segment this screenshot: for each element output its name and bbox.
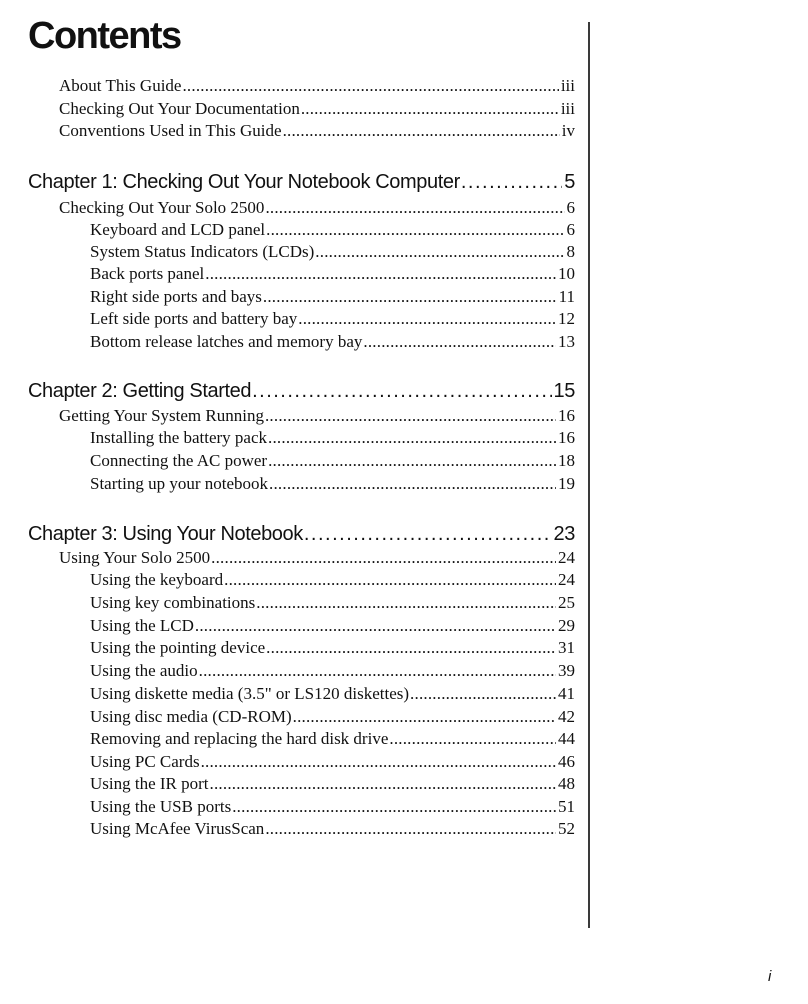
toc-entry-page: 6 [566,198,575,217]
toc-chapter-label: Chapter 1: Checking Out Your Notebook Computer [28,171,460,193]
toc-entry-page: iii [560,76,575,95]
toc-entry-page: 46 [558,752,575,771]
toc-chapter-page: 5 [564,171,575,193]
toc-entry[interactable] [90,660,575,682]
toc-chapter-label: Chapter 3: Using Your Notebook [28,523,303,545]
toc-entry[interactable] [59,98,575,120]
toc-chapter-2[interactable] [28,378,575,404]
toc-entry-page: 6 [566,220,575,239]
toc-entry-label: Installing the battery pack [90,428,268,447]
toc-section[interactable] [59,197,575,219]
toc-entry-label: Checking Out Your Solo 2500 [59,198,265,217]
toc-entry-page: 42 [558,707,575,726]
toc-entry-page: 24 [558,570,575,589]
toc-entry[interactable] [90,331,575,353]
toc-section[interactable] [59,547,575,569]
toc-entry-label: Checking Out Your Documentation [59,99,300,118]
toc-entry[interactable] [90,263,575,285]
toc-entry-label: About This Guide [59,76,182,95]
toc-entry-label: Bottom release latches and memory bay [90,332,363,351]
toc-entry-page: 51 [558,797,575,816]
toc-entry-label: Removing and replacing the hard disk drive [90,729,389,748]
toc-entry-label: Using the pointing device [90,638,266,657]
toc-entry-page: 11 [558,287,575,306]
toc-entry-label: Using Your Solo 2500 [59,548,211,567]
toc-entry-page: 24 [558,548,575,567]
toc-entry-page: 10 [558,264,575,283]
toc-entry-page: 48 [558,774,575,793]
page-title: Contents [28,15,181,57]
toc-entry-page: 29 [558,616,575,635]
toc-entry[interactable] [90,569,575,591]
toc-chapter-3[interactable] [28,521,575,547]
toc-entry-label: Back ports panel [90,264,205,283]
toc-entry-page: 13 [558,332,575,351]
toc-entry-label: System Status Indicators (LCDs) [90,242,315,261]
toc-entry-page: 31 [558,638,575,657]
toc-entry-label: Using key combinations [90,593,256,612]
toc-entry-label: Connecting the AC power [90,451,268,470]
toc-entry-label: Starting up your notebook [90,474,269,493]
toc-entry-label: Getting Your System Running [59,406,264,425]
toc-entry[interactable] [90,427,575,449]
toc-entry-page: 41 [558,684,575,703]
toc-entry-page: 19 [558,474,575,493]
toc-entry[interactable] [90,728,575,750]
toc-entry-label: Using the audio [90,661,198,680]
toc-entry-page: 8 [566,242,575,261]
toc-entry[interactable] [90,615,575,637]
toc-entry-page: iv [561,121,575,140]
toc-entry-label: Using the LCD [90,616,194,635]
toc-entry-page: 52 [558,819,575,838]
toc-entry[interactable] [59,75,575,97]
toc-chapter-page: 23 [553,523,575,545]
toc-entry-page: 16 [558,428,575,447]
toc-entry-label: Using disc media (CD-ROM) [90,707,292,726]
toc-entry-label: Using PC Cards [90,752,200,771]
toc-entry-label: Left side ports and battery bay [90,309,298,328]
toc-entry[interactable] [90,241,575,263]
toc-entry[interactable] [90,751,575,773]
toc-entry-label: Using the keyboard [90,570,224,589]
toc-entry-page: 25 [558,593,575,612]
page-number: i [768,968,772,985]
toc-entry-page: 18 [558,451,575,470]
toc-entry-page: 44 [558,729,575,748]
toc-entry-page: 39 [558,661,575,680]
toc-entry[interactable] [90,308,575,330]
toc-entry-label: Using the IR port [90,774,209,793]
toc-entry[interactable] [90,450,575,472]
toc-entry-label: Using the USB ports [90,797,232,816]
toc-entry-page: 16 [558,406,575,425]
toc-entry[interactable] [90,286,575,308]
toc-entry[interactable] [90,219,575,241]
toc-entry[interactable] [90,683,575,705]
toc-chapter-1[interactable] [28,169,575,195]
toc-entry-label: Keyboard and LCD panel [90,220,266,239]
toc-entry[interactable] [90,773,575,795]
toc-entry[interactable] [90,818,575,840]
toc-entry-label: Using diskette media (3.5" or LS120 diskettes) [90,684,410,703]
toc-entry-page: iii [560,99,575,118]
toc-entry[interactable] [59,120,575,142]
toc-entry-label: Using McAfee VirusScan [90,819,265,838]
toc-entry-page: 12 [558,309,575,328]
toc-entry[interactable] [90,473,575,495]
toc-entry[interactable] [90,592,575,614]
toc-entry-label: Conventions Used in This Guide [59,121,282,140]
toc-chapter-page: 15 [553,380,575,402]
toc-entry[interactable] [90,637,575,659]
toc-entry[interactable] [90,706,575,728]
toc-entry[interactable] [90,796,575,818]
toc-section[interactable] [59,405,575,427]
toc-chapter-label: Chapter 2: Getting Started [28,380,252,402]
toc-entry-label: Right side ports and bays [90,287,262,306]
